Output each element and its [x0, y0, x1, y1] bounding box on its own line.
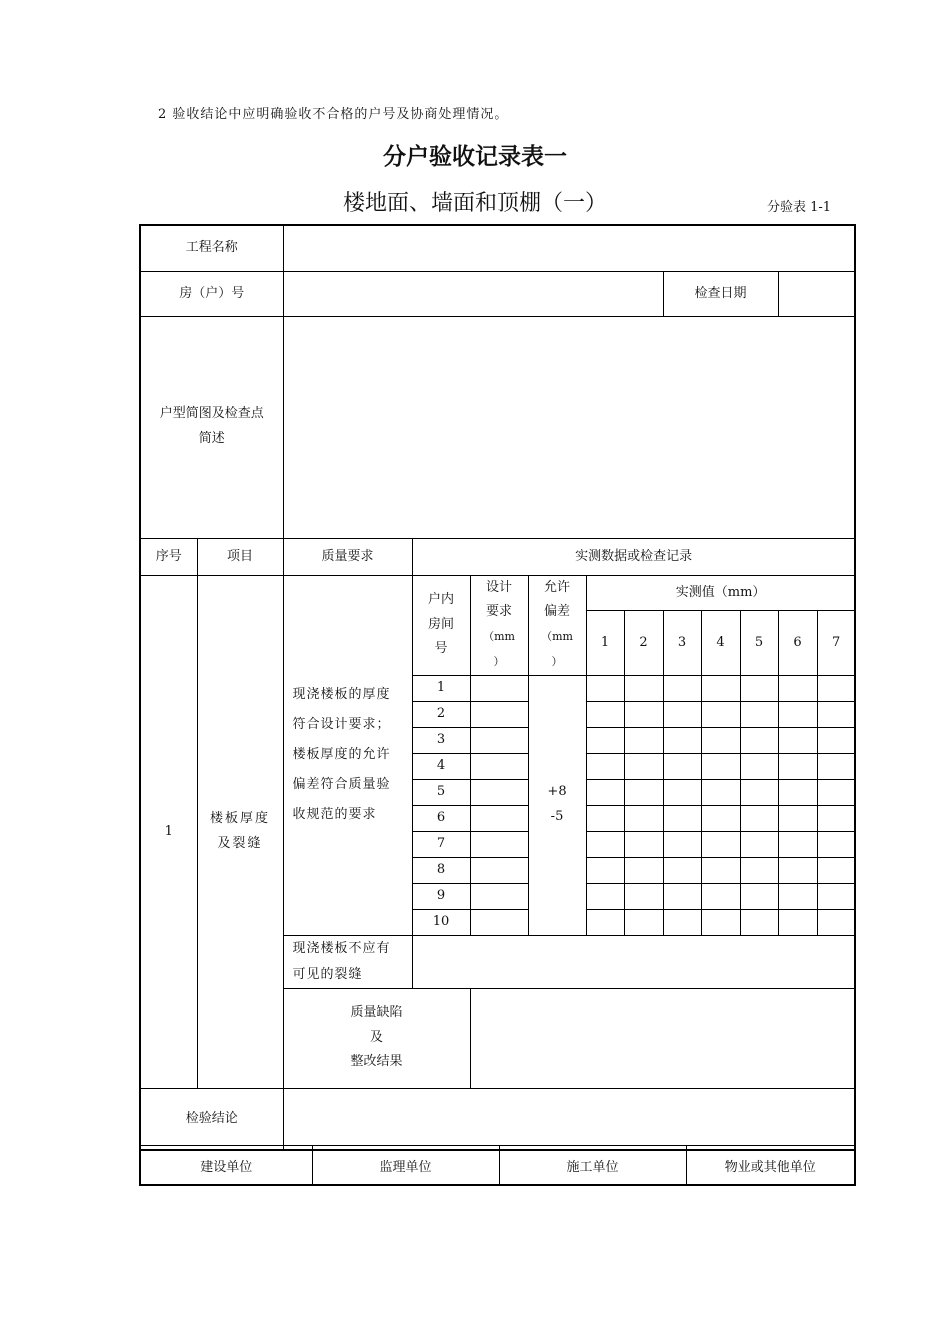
design-cell[interactable]: [470, 675, 528, 701]
form-title: 分户验收记录表一: [383, 144, 567, 170]
measure-cell[interactable]: [778, 909, 817, 935]
measure-cell[interactable]: [701, 753, 740, 779]
design-cell[interactable]: [470, 753, 528, 779]
defects-l2: 及: [370, 1029, 384, 1045]
defects-l3: 整改结果: [350, 1054, 403, 1070]
measure-col-header: 3: [663, 610, 701, 675]
tolerance-minus: -5: [550, 809, 564, 824]
sign-construction-unit: 建设单位: [140, 1146, 312, 1186]
house-no-label: 房（户）号: [140, 271, 283, 316]
measure-cell[interactable]: [701, 675, 740, 701]
sign-builder-unit: 施工单位: [499, 1146, 686, 1186]
allow-l2: 偏差: [544, 604, 571, 620]
measure-cell[interactable]: [624, 805, 663, 831]
note-text: 2 验收结论中应明确验收不合格的户号及协商处理情况。: [158, 107, 509, 122]
room-no-cell: 6: [412, 805, 470, 831]
check-date-label: 检查日期: [663, 271, 778, 316]
measured-val-header: 实测值（mm）: [586, 575, 855, 610]
inspection-table: [139, 224, 856, 1151]
measure-cell[interactable]: [624, 675, 663, 701]
measure-col-header: 4: [701, 610, 740, 675]
design-cell[interactable]: [470, 727, 528, 753]
item-header: 项目: [197, 538, 283, 575]
measure-cell[interactable]: [817, 883, 855, 909]
measure-cell[interactable]: [778, 727, 817, 753]
measure-cell[interactable]: [740, 883, 778, 909]
design-l4: ）: [493, 654, 505, 668]
sign-supervision-unit: 监理单位: [312, 1146, 499, 1186]
measure-col-header: 5: [740, 610, 778, 675]
measure-cell[interactable]: [817, 779, 855, 805]
item1-name-line1: 楼板厚度: [210, 810, 271, 826]
measure-cell[interactable]: [663, 779, 701, 805]
measure-cell[interactable]: [586, 857, 624, 883]
crack-record-field[interactable]: [412, 935, 855, 988]
design-cell[interactable]: [470, 701, 528, 727]
room-no-cell: 10: [412, 909, 470, 935]
measure-cell[interactable]: [740, 909, 778, 935]
measure-cell[interactable]: [663, 701, 701, 727]
measure-cell[interactable]: [624, 701, 663, 727]
req-line: 楼板厚度的允许: [292, 747, 391, 763]
measure-cell[interactable]: [586, 701, 624, 727]
conclusion-field[interactable]: [283, 1088, 855, 1150]
room-no-cell: 4: [412, 753, 470, 779]
measure-cell[interactable]: [586, 805, 624, 831]
measure-col-header: 2: [624, 610, 663, 675]
design-cell[interactable]: [470, 779, 528, 805]
house-no-field[interactable]: [283, 271, 663, 316]
form-subtitle: 楼地面、墙面和顶棚（一）: [342, 191, 607, 216]
design-cell[interactable]: [470, 857, 528, 883]
measure-cell[interactable]: [778, 675, 817, 701]
measure-cell[interactable]: [624, 779, 663, 805]
form-code: 分验表 1-1: [767, 200, 832, 215]
measure-cell[interactable]: [663, 857, 701, 883]
measure-col-header: 7: [817, 610, 855, 675]
measure-cell[interactable]: [586, 883, 624, 909]
measure-cell[interactable]: [817, 701, 855, 727]
measure-cell[interactable]: [663, 805, 701, 831]
measure-cell[interactable]: [740, 675, 778, 701]
room-no-cell: 8: [412, 857, 470, 883]
crack-req-l2: 可见的裂缝: [292, 966, 363, 982]
tolerance-plus: +8: [547, 784, 567, 800]
item1-name: [197, 575, 283, 1088]
measure-cell[interactable]: [817, 805, 855, 831]
design-cell[interactable]: [470, 909, 528, 935]
allow-l1: 允许: [544, 579, 571, 595]
measure-cell[interactable]: [624, 727, 663, 753]
measure-cell[interactable]: [586, 753, 624, 779]
crack-req-l1: 现浇楼板不应有: [292, 940, 391, 956]
allow-l4: ）: [551, 654, 563, 668]
design-l3: （mm: [483, 630, 515, 643]
room-no-l2: 房间: [428, 616, 455, 632]
measured-data-header: 实测数据或检查记录: [412, 538, 855, 575]
measure-cell[interactable]: [701, 883, 740, 909]
design-l2: 要求: [486, 604, 513, 620]
design-cell[interactable]: [470, 805, 528, 831]
measure-cell[interactable]: [701, 805, 740, 831]
conclusion-label: 检验结论: [140, 1088, 283, 1150]
measure-cell[interactable]: [778, 779, 817, 805]
sketch-label-line2: 简述: [198, 431, 225, 446]
req-line: 符合设计要求；: [292, 717, 391, 733]
measure-cell[interactable]: [817, 909, 855, 935]
req-line: 现浇楼板的厚度: [292, 687, 391, 703]
room-no-header: [412, 575, 470, 675]
sign-property-unit: 物业或其他单位: [686, 1146, 855, 1186]
measure-cell[interactable]: [624, 753, 663, 779]
quality-req-header: 质量要求: [283, 538, 412, 575]
room-no-cell: 9: [412, 883, 470, 909]
req-line: 收规范的要求: [292, 806, 377, 822]
measure-cell[interactable]: [740, 857, 778, 883]
measure-cell[interactable]: [663, 675, 701, 701]
measure-cell[interactable]: [740, 805, 778, 831]
measure-cell[interactable]: [701, 701, 740, 727]
tolerance-cell: [528, 675, 586, 935]
design-cell[interactable]: [470, 883, 528, 909]
measure-cell[interactable]: [663, 753, 701, 779]
crack-requirement: [283, 935, 412, 988]
measure-cell[interactable]: [778, 883, 817, 909]
req-line: 偏差符合质量验: [292, 776, 391, 792]
sketch-area[interactable]: [283, 316, 855, 538]
measure-col-header: 6: [778, 610, 817, 675]
item1-requirement: [283, 575, 412, 935]
measure-cell[interactable]: [701, 909, 740, 935]
design-l1: 设计: [486, 579, 513, 595]
measure-cell[interactable]: [778, 805, 817, 831]
measure-cell[interactable]: [817, 675, 855, 701]
measure-cell[interactable]: [817, 857, 855, 883]
room-no-cell: 1: [412, 675, 470, 701]
measure-cell[interactable]: [817, 727, 855, 753]
room-no-cell: 2: [412, 701, 470, 727]
item1-seq: 1: [140, 575, 197, 1088]
allow-dev-header: [528, 575, 586, 675]
room-no-l1: 户内: [428, 591, 455, 607]
measure-col-header: 1: [586, 610, 624, 675]
measure-cell[interactable]: [663, 883, 701, 909]
measure-cell[interactable]: [740, 753, 778, 779]
sketch-label: [140, 316, 283, 538]
measure-cell[interactable]: [624, 831, 663, 857]
measure-cell[interactable]: [663, 727, 701, 753]
measure-cell[interactable]: [740, 701, 778, 727]
measure-cell[interactable]: [778, 701, 817, 727]
measure-cell[interactable]: [740, 727, 778, 753]
design-req-header: [470, 575, 528, 675]
project-name-field[interactable]: [283, 225, 855, 271]
measure-cell[interactable]: [624, 909, 663, 935]
room-no-cell: 7: [412, 831, 470, 857]
seq-header: 序号: [140, 538, 197, 575]
design-cell[interactable]: [470, 831, 528, 857]
measure-cell[interactable]: [586, 727, 624, 753]
measure-cell[interactable]: [817, 753, 855, 779]
defects-l1: 质量缺陷: [350, 1004, 403, 1020]
measure-cell[interactable]: [778, 857, 817, 883]
check-date-field[interactable]: [778, 271, 855, 316]
measure-cell[interactable]: [701, 831, 740, 857]
measure-cell[interactable]: [586, 779, 624, 805]
measure-cell[interactable]: [624, 883, 663, 909]
item1-name-line2: 及裂缝: [217, 835, 263, 851]
defects-label: [283, 988, 470, 1088]
room-no-l3: 号: [434, 641, 448, 657]
measure-cell[interactable]: [778, 831, 817, 857]
measure-cell[interactable]: [663, 909, 701, 935]
measure-cell[interactable]: [740, 779, 778, 805]
measure-cell[interactable]: [586, 675, 624, 701]
sketch-label-line1: 户型简图及检查点: [159, 406, 264, 422]
measure-cell[interactable]: [701, 779, 740, 805]
project-name-label: 工程名称: [140, 225, 283, 271]
room-no-cell: 3: [412, 727, 470, 753]
room-no-cell: 5: [412, 779, 470, 805]
measure-cell[interactable]: [586, 831, 624, 857]
measure-cell[interactable]: [586, 909, 624, 935]
measure-cell[interactable]: [624, 857, 663, 883]
allow-l3: （mm: [541, 630, 573, 643]
measure-cell[interactable]: [663, 831, 701, 857]
measure-cell[interactable]: [701, 857, 740, 883]
defects-field[interactable]: [470, 988, 855, 1088]
measure-cell[interactable]: [778, 753, 817, 779]
signature-row: [139, 1145, 856, 1186]
measure-cell[interactable]: [740, 831, 778, 857]
measure-cell[interactable]: [701, 727, 740, 753]
measure-cell[interactable]: [817, 831, 855, 857]
